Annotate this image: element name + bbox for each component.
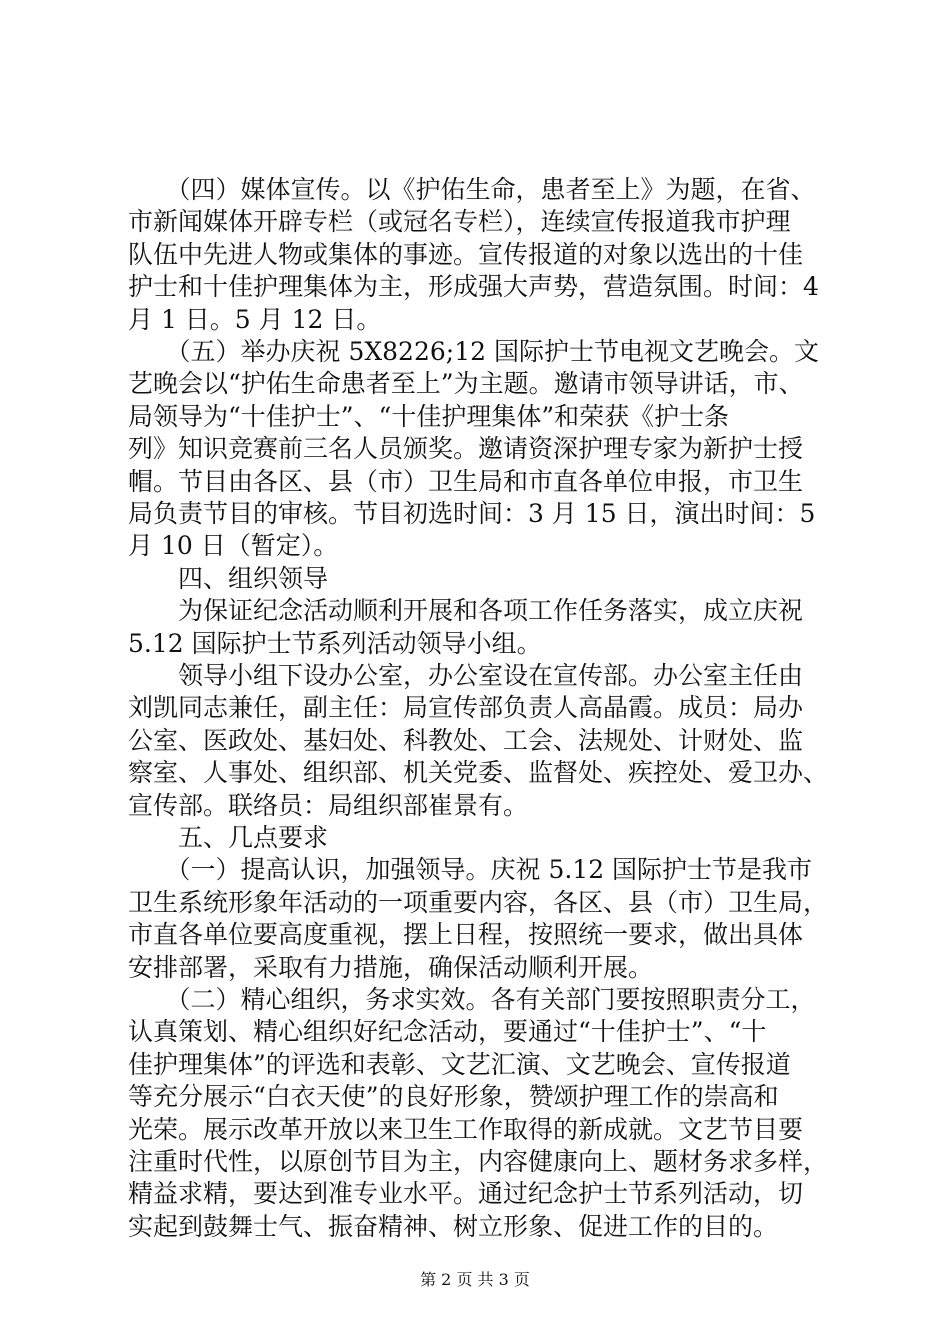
text-line: 安排部署，采取有力措施，确保活动顺利开展。 bbox=[128, 952, 654, 982]
text-line: 月 10 日（暂定）。 bbox=[128, 531, 339, 561]
text-line: 实起到鼓舞士气、振奋精神、树立形象、促进工作的目的。 bbox=[128, 1211, 779, 1241]
text-line: 市新闻媒体开辟专栏（或冠名专栏），连续宣传报道我市护理 bbox=[128, 207, 791, 237]
text-line: 察室、人事处、组织部、机关党委、监督处、疾控处、爱卫办、 bbox=[128, 758, 829, 788]
text-line: 5.12 国际护士节系列活动领导小组。 bbox=[128, 628, 542, 658]
text-line: （四）媒体宣传。以《护佑生命，患者至上》为题，在省、 bbox=[128, 175, 816, 204]
text-line: 局负责节目的审核。节目初选时间：3 月 15 日，演出时间：5 bbox=[128, 499, 816, 528]
text-line: （二）精心组织，务求实效。各有关部门要按照职责分工， bbox=[128, 985, 816, 1014]
text-line: 局领导为“十佳护士”、“十佳护理集体”和荣获《护士条 bbox=[128, 401, 730, 431]
text-line: 为保证纪念活动顺利开展和各项工作任务落实，成立庆祝 bbox=[128, 596, 804, 626]
text-line: 刘凯同志兼任，副主任：局宣传部负责人高晶霞。成员：局办 bbox=[128, 693, 804, 723]
text-line: 月 1 日。5 月 12 日。 bbox=[128, 304, 382, 334]
text-line: 佳护理集体”的评选和表彰、文艺汇演、文艺晚会、宣传报道 bbox=[128, 1049, 791, 1079]
text-line: 艺晚会以“护佑生命患者至上”为主题。邀请市领导讲话，市、 bbox=[128, 369, 804, 399]
text-line: 宣传部。联络员：局组织部崔景有。 bbox=[128, 790, 529, 820]
text-line: 帽。节目由各区、县（市）卫生局和市直各单位申报，市卫生 bbox=[128, 466, 804, 496]
text-line: 等充分展示“白衣天使”的良好形象，赞颂护理工作的崇高和 bbox=[128, 1082, 779, 1112]
text-line: 列》知识竞赛前三名人员颁奖。邀请资深护理专家为新护士授 bbox=[128, 434, 804, 464]
text-line: 五、几点要求 bbox=[128, 823, 329, 852]
page-footer: 第 2 页 共 3 页 bbox=[420, 1270, 530, 1289]
text-line: 光荣。展示改革开放以来卫生工作取得的新成就。文艺节目要 bbox=[128, 1114, 804, 1144]
text-line: 认真策划、精心组织好纪念活动，要通过“十佳护士”、“十 bbox=[128, 1017, 767, 1047]
text-line: 精益求精，要达到准专业水平。通过纪念护士节系列活动，切 bbox=[128, 1179, 804, 1209]
text-line: 公室、医政处、基妇处、科教处、工会、法规处、计财处、监 bbox=[128, 725, 804, 755]
text-line: （五）举办庆祝 5X8226;12 国际护士节电视文艺晚会。文 bbox=[128, 337, 819, 366]
text-line: 市直各单位要高度重视，摆上日程，按照统一要求，做出具体 bbox=[128, 920, 804, 950]
text-line: 护士和十佳护理集体为主，形成强大声势，营造氛围。时间：4 bbox=[128, 272, 819, 302]
text-line: 队伍中先进人物或集体的事迹。宣传报道的对象以选出的十佳 bbox=[128, 239, 804, 269]
text-line: 注重时代性，以原创节目为主，内容健康向上、题材务求多样， bbox=[128, 1147, 829, 1176]
text-line: 四、组织领导 bbox=[128, 563, 329, 593]
text-line: 领导小组下设办公室，办公室设在宣传部。办公室主任由 bbox=[128, 661, 804, 690]
text-line: （一）提高认识，加强领导。庆祝 5.12 国际护士节是我市 bbox=[128, 855, 813, 885]
text-line: 卫生系统形象年活动的一项重要内容，各区、县（市）卫生局， bbox=[128, 887, 829, 917]
